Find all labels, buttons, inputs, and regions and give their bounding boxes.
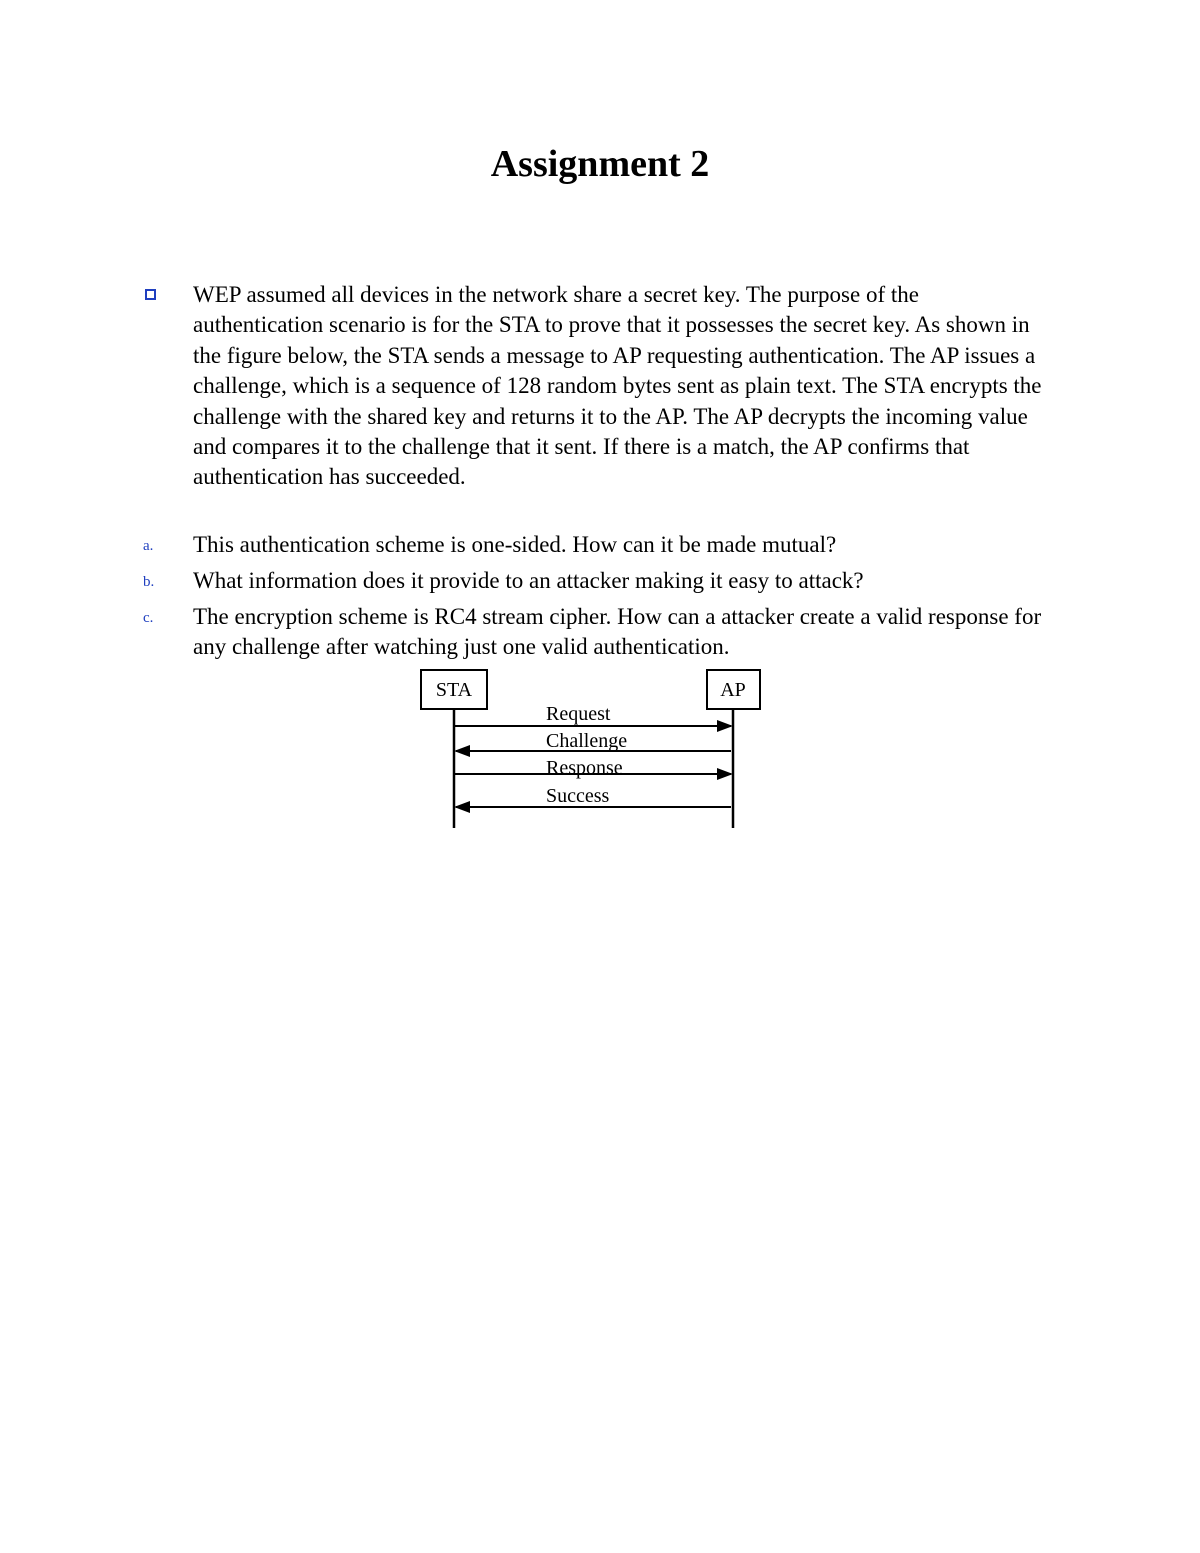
- question-b-text: What information does it provide to an attacker making it easy to attack?: [193, 568, 864, 593]
- response-label: Response: [546, 757, 623, 779]
- intro-paragraph: WEP assumed all devices in the network share a secret key. The purpose of the authentication scenario is for the STA to prove that it possesses the secret key. As shown in the figure below, the STA sends a message to AP requesting authentication. The AP issues a challenge, which is a sequence of 128 random bytes sent as plain text. The STA encrypts the challenge with the shared key and returns it to the AP. The AP decrypts the incoming value and compares it to the challenge that it sent. If there is a match, the AP confirms that authentication has succeeded.: [193, 282, 1042, 490]
- question-b-marker: b.: [143, 574, 155, 590]
- request-label: Request: [546, 703, 611, 725]
- ap-entity-label: AP: [720, 679, 746, 701]
- challenge-label: Challenge: [546, 730, 628, 752]
- question-c-text: The encryption scheme is RC4 stream cipher. How can a attacker create a valid response for any challenge after watching just one valid authentication.: [193, 604, 1042, 660]
- success-label: Success: [546, 785, 610, 807]
- question-a-marker: a.: [143, 538, 154, 554]
- question-c-marker: c.: [143, 610, 154, 626]
- sta-entity-label: STA: [435, 679, 473, 701]
- question-a-text: This authentication scheme is one-sided. How can it be made mutual?: [193, 532, 837, 557]
- page-title: Assignment 2: [490, 143, 710, 185]
